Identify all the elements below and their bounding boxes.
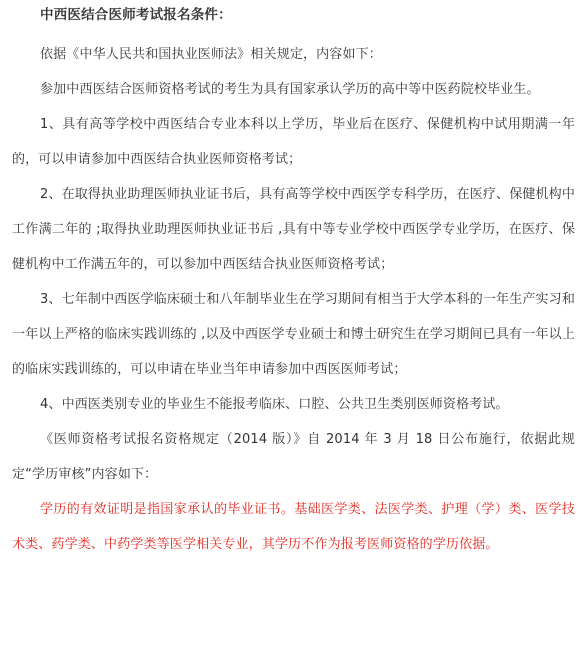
paragraph-highlight-note: 学历的有效证明是指国家承认的毕业证书。基础医学类、法医学类、护理（学）类、医学技术类、药学类、中药学类等医学相关专业，其学历不作为报考医师资格的学历依据。 (12, 502, 575, 552)
paragraph-law-basis: 依据《中华人民共和国执业医师法》相关规定，内容如下： (40, 47, 382, 62)
paragraph-condition-3: 3、七年制中西医学临床硕士和八年制毕业生在学习期间有相当于大学本科的一年生产实习和一年以上严格的临床实践训练的 ,以及中西医学专业硕士和博士研究生在学习期间已具有一年以上的临床实践训练的，可以申请在毕业当年申请参加中西医医师考试； (12, 292, 575, 377)
paragraph-condition-4: 4、中西医类别专业的毕业生不能报考临床、口腔、公共卫生类别医师资格考试。 (40, 397, 509, 412)
paragraph-condition-2: 2、在取得执业助理医师执业证书后，具有高等学校中西医学专科学历，在医疗、保健机构中工作满二年的 ;取得执业助理医师执业证书后 ,具有中等专业学校中西医学专业学历，在医疗、保健机构中工作满五年的，可以参加中西医结合执业医师资格考试； (12, 187, 575, 272)
paragraph-candidates: 参加中西医结合医师资格考试的考生为具有国家承认学历的高中等中医药院校毕业生。 (40, 82, 540, 97)
article-heading: 中西医结合医师考试报名条件： (40, 7, 232, 23)
paragraph-2014-regulation: 《医师资格考试报名资格规定（2014 版）》自 2014 年 3 月 18 日公布施行，依据此规定“学历审核”内容如下： (12, 432, 575, 482)
paragraph-condition-1: 1、具有高等学校中西医结合专业本科以上学历，毕业后在医疗、保健机构中试用期满一年的，可以申请参加中西医结合执业医师资格考试； (12, 117, 575, 167)
